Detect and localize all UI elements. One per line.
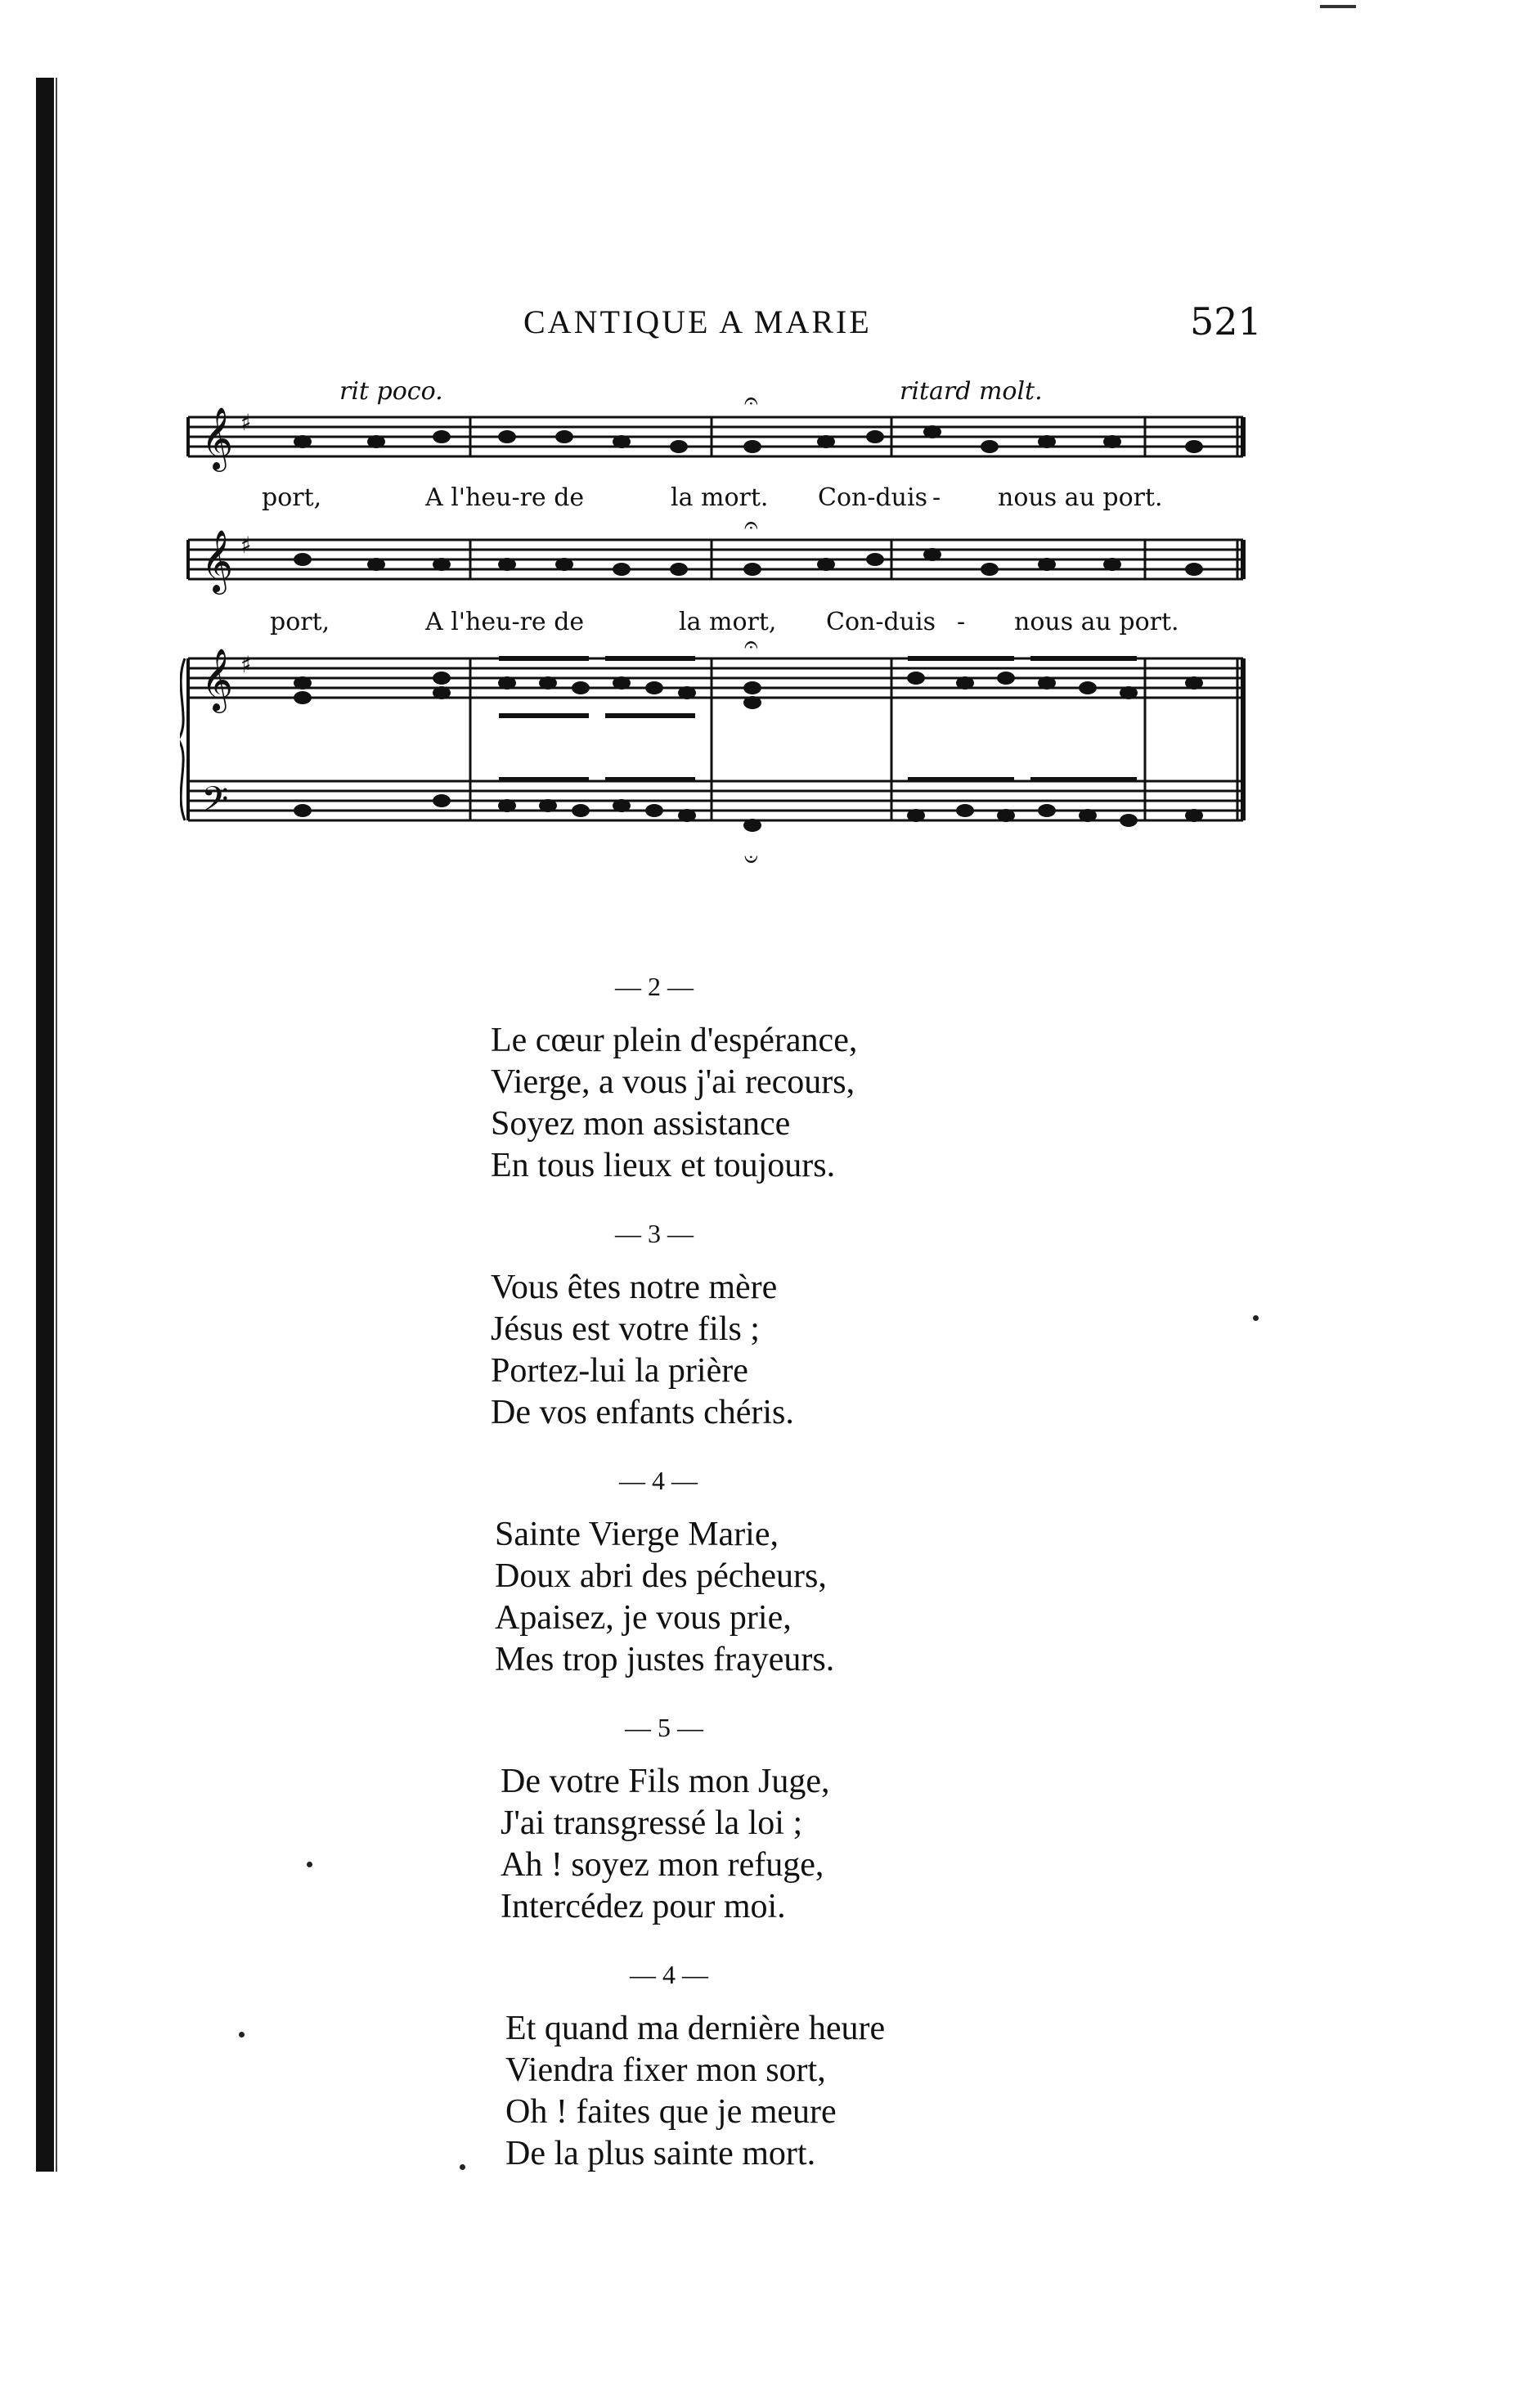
- page-header: [523, 299, 1262, 352]
- svg-text:𝄐: 𝄐: [744, 631, 758, 659]
- staff-voice-2: [188, 540, 1243, 579]
- verse-line: Apaisez, je vous prie,: [495, 1599, 792, 1637]
- speck: [460, 2164, 465, 2170]
- verse-line: Sainte Vierge Marie,: [495, 1516, 779, 1553]
- staff-voice-1: [188, 417, 1243, 456]
- verse-line: De votre Fils mon Juge,: [501, 1763, 830, 1800]
- verse-line: Portez-lui la prière: [491, 1352, 748, 1390]
- verse-line: Vierge, a vous j'ai recours,: [491, 1063, 855, 1101]
- lyric: A l'heu-re de: [425, 608, 585, 636]
- lyric: Con-duis: [826, 608, 936, 636]
- stanza-number: — 4 —: [619, 1466, 698, 1495]
- bass-clef-icon: 𝄢: [201, 779, 229, 829]
- stanza-number: — 3 —: [615, 1219, 694, 1248]
- lyric: -: [957, 608, 966, 636]
- stanza-6: [505, 1960, 885, 2175]
- stanza-number: — 2 —: [615, 972, 694, 1001]
- verse-line: Mes trop justes frayeurs.: [495, 1641, 835, 1678]
- lyrics-voice-2: [270, 608, 1179, 636]
- lyric: nous au port.: [1014, 608, 1179, 636]
- stanza-5: [501, 1713, 829, 1928]
- lyric: Con-duis: [818, 483, 927, 512]
- lyric: port,: [270, 608, 330, 636]
- stanza-2: [491, 972, 857, 1187]
- treble-clef-icon: 𝄞: [201, 529, 234, 592]
- verse-line: Vous êtes notre mère: [491, 1269, 778, 1306]
- speck: [307, 1862, 312, 1867]
- stanza-number: — 5 —: [625, 1713, 703, 1742]
- notes-voice-2: [201, 511, 1203, 595]
- verse-line: Doux abri des pécheurs,: [495, 1557, 827, 1595]
- svg-text:♯: ♯: [240, 651, 252, 678]
- svg-text:𝄐: 𝄐: [744, 387, 758, 416]
- lyric: -: [932, 483, 941, 512]
- binding-edge-shadow: [56, 78, 57, 2172]
- verse-line: Et quand ma dernière heure: [505, 2010, 886, 2047]
- lyric: la mort,: [679, 608, 777, 636]
- verse-line: De la plus sainte mort.: [505, 2135, 816, 2172]
- lyric: port,: [262, 483, 322, 512]
- lyric: A l'heu-re de: [425, 483, 585, 512]
- page-number: 521: [1190, 299, 1262, 344]
- treble-clef-icon: 𝄞: [201, 407, 234, 469]
- svg-text:𝄐: 𝄐: [744, 511, 758, 540]
- stanza-3: [491, 1219, 794, 1434]
- svg-text:♯: ♯: [240, 409, 252, 436]
- verse-line: De vos enfants chéris.: [491, 1394, 794, 1431]
- verse-line: Ah ! soyez mon refuge,: [501, 1846, 824, 1884]
- direction-ritard-molt: ritard molt.: [900, 377, 1043, 406]
- verse-line: Intercédez pour moi.: [501, 1888, 786, 1925]
- running-title: CANTIQUE A MARIE: [523, 303, 872, 340]
- direction-rit-poco: rit poco.: [339, 377, 443, 406]
- verse-line: J'ai transgressé la loi ;: [501, 1804, 803, 1842]
- lyric: nous au port.: [998, 483, 1163, 512]
- svg-text:𝄑: 𝄑: [744, 845, 758, 874]
- lyric: la mort.: [671, 483, 769, 512]
- speck: [239, 2032, 245, 2037]
- verse-line: Le cœur plein d'espérance,: [491, 1022, 858, 1059]
- speck: [1253, 1315, 1259, 1321]
- binding-edge: [36, 78, 54, 2172]
- verse-line: Jésus est votre fils ;: [491, 1310, 760, 1348]
- treble-clef-icon: 𝄞: [201, 648, 234, 711]
- stanza-number: — 4 —: [630, 1960, 708, 1989]
- verse-line: Viendra fixer mon sort,: [505, 2051, 826, 2089]
- music-score: [180, 376, 1259, 883]
- verse-line: En tous lieux et toujours.: [491, 1147, 836, 1184]
- stanza-4: [495, 1466, 834, 1681]
- verse-line: Soyez mon assistance: [491, 1105, 791, 1143]
- corner-mark: [1320, 5, 1356, 8]
- verse-line: Oh ! faites que je meure: [505, 2093, 837, 2131]
- svg-text:♯: ♯: [240, 532, 252, 559]
